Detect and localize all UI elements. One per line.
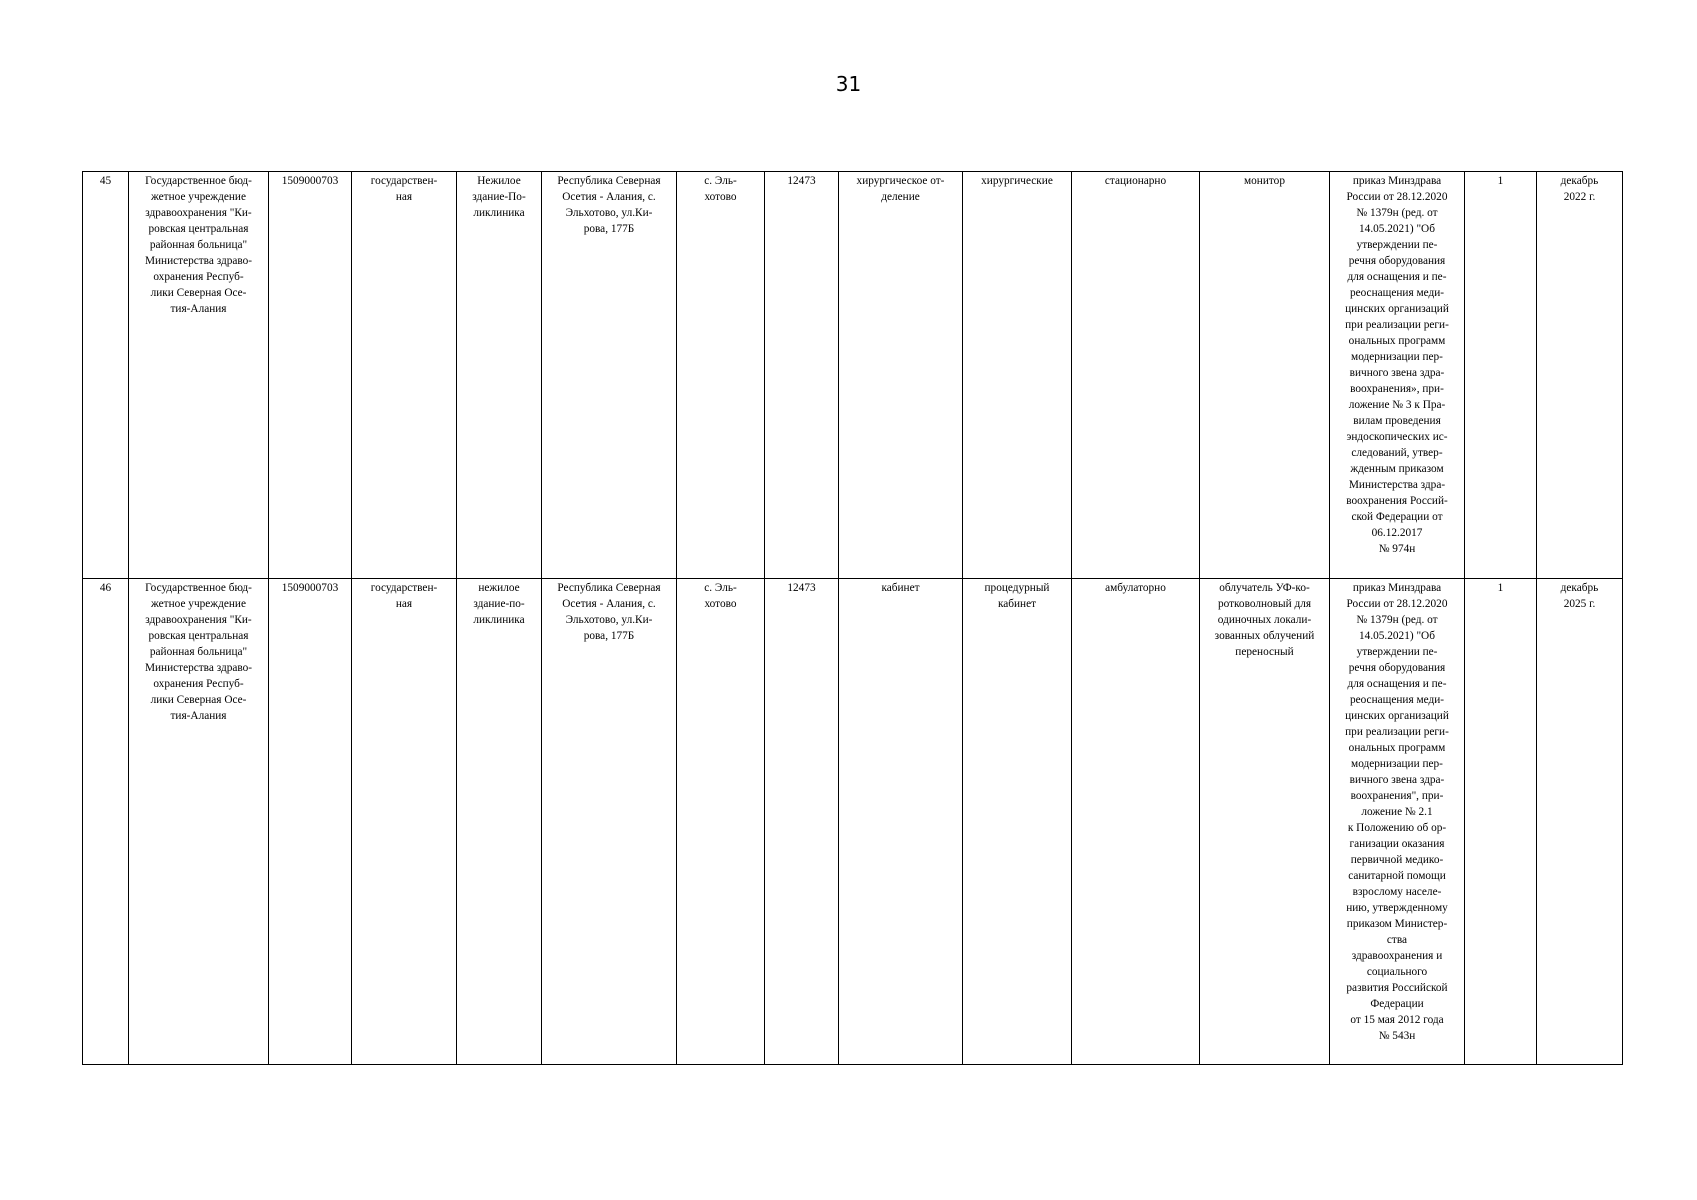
cell-department: кабинет — [839, 579, 963, 1065]
cell-address: Республика Северная Осетия - Алания, с. Эльхотово, ул.Ки- рова, 177Б — [542, 579, 677, 1065]
cell-care-form: стационарно — [1072, 172, 1200, 579]
cell-ownership: государствен- ная — [352, 172, 457, 579]
cell-organization: Государственное бюд- жетное учреждение здравоохранения "Ки- ровская центральная районная больница" Министерства здраво- охранения Респуб- лики Северная Осе- тия-Алания — [129, 172, 269, 579]
cell-ownership: государствен- ная — [352, 579, 457, 1065]
cell-date: декабрь 2025 г. — [1537, 579, 1623, 1065]
cell-number: 46 — [83, 579, 129, 1065]
cell-care-form: амбулаторно — [1072, 579, 1200, 1065]
cell-code: 12473 — [765, 579, 839, 1065]
cell-settlement: с. Эль- хотово — [677, 579, 765, 1065]
cell-quantity: 1 — [1465, 579, 1537, 1065]
cell-code: 12473 — [765, 172, 839, 579]
cell-profile: хирургические — [963, 172, 1072, 579]
cell-date: декабрь 2022 г. — [1537, 172, 1623, 579]
cell-quantity: 1 — [1465, 172, 1537, 579]
cell-inn: 1509000703 — [269, 579, 352, 1065]
equipment-table — [82, 171, 1623, 1065]
cell-profile: процедурный кабинет — [963, 579, 1072, 1065]
table-row — [83, 172, 1623, 579]
cell-basis: приказ Минздрава России от 28.12.2020 № 1379н (ред. от 14.05.2021) "Об утверждении пе- речня оборудования для оснащения и пе- реоснащения меди- цинских организаций при реализации реги- ональных программ модернизации пер- вичного звена здра- воохранения», при- ложение № 3 к Пра- вилам проведения эндоскопических ис- следований, утвер- жденным приказом Министерства здра- воохранения Россий- ской Федерации от 06.12.2017 № 974н — [1330, 172, 1465, 579]
cell-department: хирургическое от- деление — [839, 172, 963, 579]
cell-organization: Государственное бюд- жетное учреждение здравоохранения "Ки- ровская центральная районная больница" Министерства здраво- охранения Респуб- лики Северная Осе- тия-Алания — [129, 579, 269, 1065]
cell-inn: 1509000703 — [269, 172, 352, 579]
cell-equipment: облучатель УФ-ко- ротковолновый для одиночных локали- зованных облучений переносный — [1200, 579, 1330, 1065]
cell-equipment: монитор — [1200, 172, 1330, 579]
cell-number: 45 — [83, 172, 129, 579]
cell-address: Республика Северная Осетия - Алания, с. Эльхотово, ул.Ки- рова, 177Б — [542, 172, 677, 579]
cell-building: Нежилое здание-По- ликлиника — [457, 172, 542, 579]
page-number: 31 — [835, 72, 862, 96]
cell-building: нежилое здание-по- ликлиника — [457, 579, 542, 1065]
table-row — [83, 579, 1623, 1065]
cell-settlement: с. Эль- хотово — [677, 172, 765, 579]
cell-basis: приказ Минздрава России от 28.12.2020 № 1379н (ред. от 14.05.2021) "Об утверждении пе- речня оборудования для оснащения и пе- реоснащения меди- цинских организаций при реализации реги- ональных программ модернизации пер- вичного звена здра- воохранения", при- ложение № 2.1 к Положению об ор- ганизации оказания первичной медико- санитарной помощи взрослому населе- нию, утвержденному приказом Министер- ства здравоохранения и социального развития Российской Федерации от 15 мая 2012 года № 543н — [1330, 579, 1465, 1065]
